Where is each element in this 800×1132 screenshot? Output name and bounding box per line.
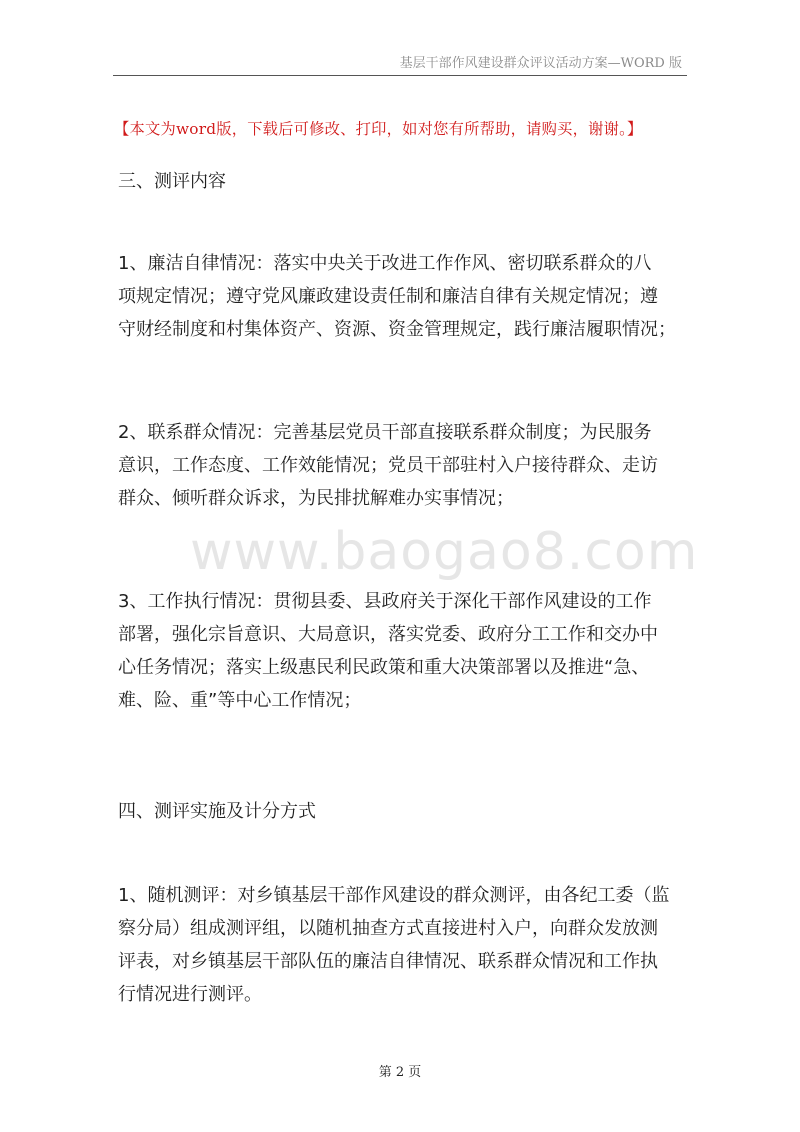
section-heading-3	[118, 165, 688, 198]
paragraph-random-evaluation	[118, 879, 688, 1011]
paragraph-line: 行情况进行测评。	[118, 984, 262, 1005]
paragraph-line: 守财经制度和村集体资产、资源、资金管理规定，践行廉洁履职情况；	[118, 319, 676, 340]
paragraph-line: 项规定情况；遵守党风廉政建设责任制和廉洁自律有关规定情况；遵	[118, 286, 658, 307]
paragraph-contact-masses	[118, 416, 688, 515]
paragraph-line: 难、险、重”等中心工作情况；	[118, 690, 362, 711]
paragraph-work-execution	[118, 585, 688, 717]
paragraph-line: 察分局）组成测评组，以随机抽查方式直接进村入户，向群众发放测	[118, 918, 658, 939]
paragraph-integrity	[118, 247, 688, 346]
section-heading-4	[118, 795, 688, 828]
paragraph-line: 心任务情况；落实上级惠民利民政策和重大决策部署以及推进“急、	[118, 657, 650, 678]
paragraph-line: 评表，对乡镇基层干部队伍的廉洁自律情况、联系群众情况和工作执	[118, 951, 658, 972]
watermark: www.baogao8.com	[190, 522, 699, 582]
header-divider	[113, 75, 687, 76]
paragraph-line: 2、联系群众情况：完善基层党员干部直接联系群众制度；为民服务	[118, 422, 652, 443]
page-number: 第 2 页	[378, 1065, 422, 1080]
document-header-title: 基层干部作风建设群众评议活动方案—WORD 版	[399, 56, 682, 71]
purchase-notice: 【本文为word版，下载后可修改、打印，如对您有所帮助，请购买，谢谢。】	[114, 120, 643, 138]
paragraph-line: 部署，强化宗旨意识、大局意识，落实党委、政府分工工作和交办中	[118, 624, 658, 645]
section-heading-text: 四、测评实施及计分方式	[118, 801, 316, 822]
paragraph-line: 意识，工作态度、工作效能情况；党员干部驻村入户接待群众、走访	[118, 455, 658, 476]
paragraph-line: 群众、倾听群众诉求，为民排扰解难办实事情况；	[118, 488, 514, 509]
paragraph-line: 1、廉洁自律情况：落实中央关于改进工作作风、密切联系群众的八	[118, 253, 652, 274]
paragraph-line: 1、随机测评：对乡镇基层干部作风建设的群众测评，由各纪工委（监	[118, 885, 670, 906]
section-heading-text: 三、测评内容	[118, 171, 226, 192]
paragraph-line: 3、工作执行情况：贯彻县委、县政府关于深化干部作风建设的工作	[118, 591, 652, 612]
